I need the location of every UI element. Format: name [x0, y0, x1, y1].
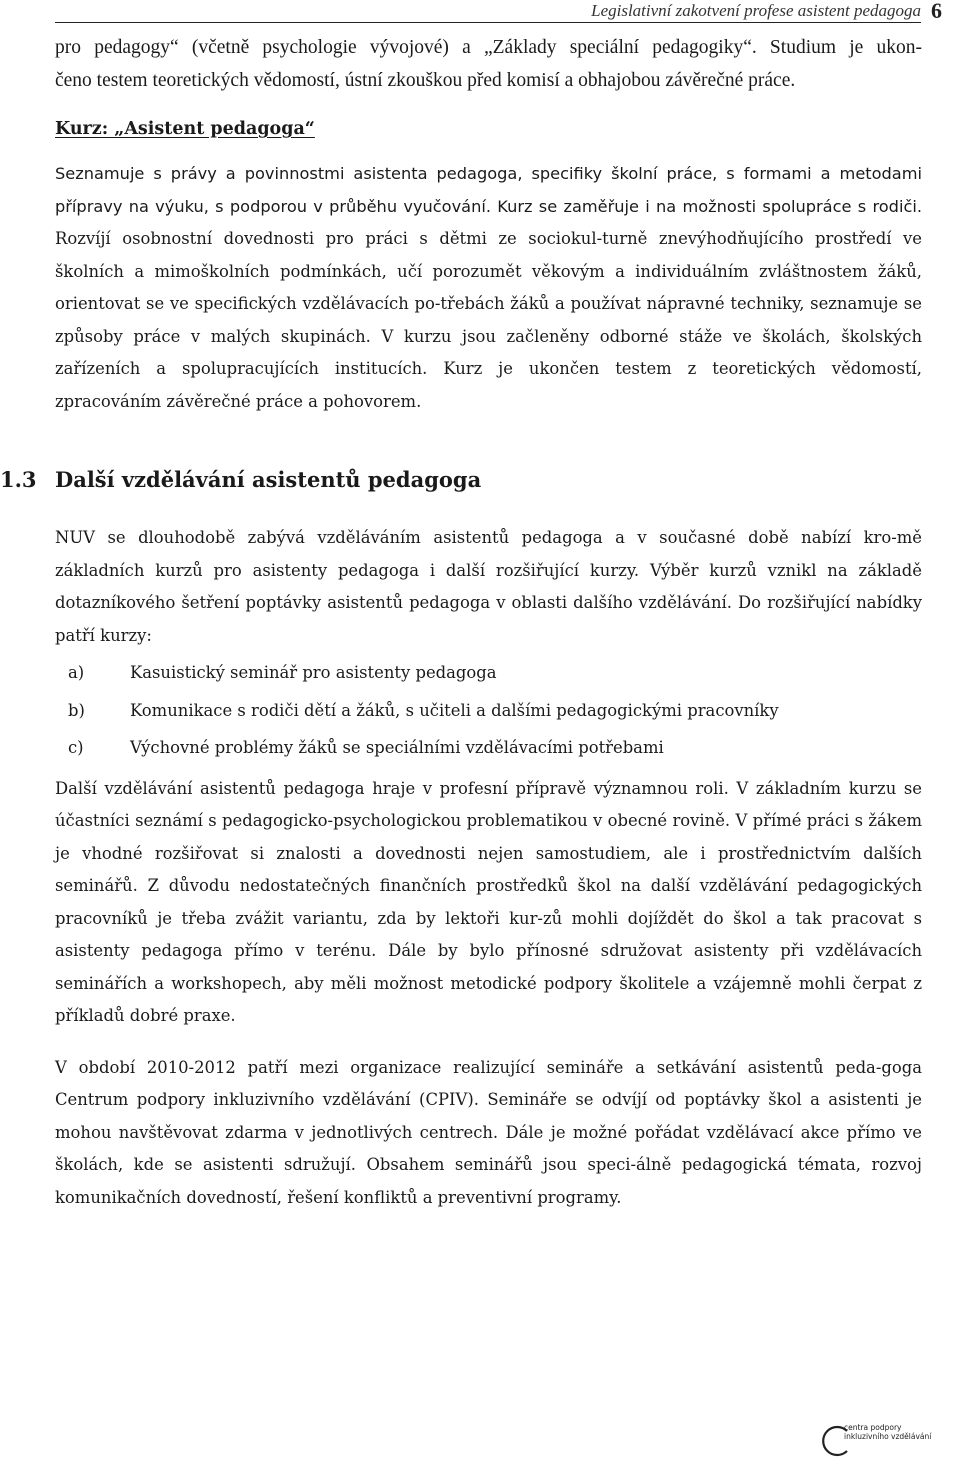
- course-description-part1: Seznamuje s právy a povinnostmi asistenta pedagoga, specifiky školní práce, s formami a metodami přípravy na výuku, s podporou v průběhu vyučování. Kurz se zaměřuje i na možnosti spolupráce s rodiči.: [55, 164, 922, 216]
- section-title: Další vzdělávání asistentů pedagoga: [55, 467, 482, 492]
- cpiv-logo: [820, 1422, 930, 1462]
- list-item-text: Kasuistický seminář pro asistenty pedagoga: [130, 663, 497, 682]
- section-heading: [0, 458, 922, 502]
- course-description-part2: Rozvíjí osobnostní dovednosti pro práci s dětmi ze sociokul-turně znevýhodňujícího prostředí ve školních a mimoškolních podmínkách, učí porozumět věkovým a individuálním zvláštnostem žáků, orientovat se ve specifických vzdělávacích po-třebách žáků a používat nápravné techniky, seznamuje se způsoby práce v malých skupinách. V kurzu jsou začleněny odborné stáže ve školách, školských zařízeních a spolupracujících institucích. Kurz je ukončen testem z teoretických vědomostí, zpracováním závěrečné práce a pohovorem.: [55, 229, 922, 411]
- course-list: [55, 654, 922, 767]
- logo-line-1: centra podpory: [844, 1423, 902, 1432]
- logo-text: [844, 1424, 931, 1441]
- list-marker: a): [68, 663, 85, 682]
- intro-line-2: čeno testem teoretických vědomostí, ústní zkouškou před komisí a obhajobou závěrečné práce.: [55, 69, 796, 91]
- section-paragraph-2: Další vzdělávání asistentů pedagoga hraje v profesní přípravě významnou roli. V základním kurzu se účastníci seznámí s pedagogicko-psychologickou problematikou v obecné rovině. V přímé práci s žákem je vhodné rozšiřovat si znalosti a dovednosti nejen samostudiem, ale i prostřednictvím dalších seminářů. Z důvodu nedostatečných finančních prostředků škol na další vzdělávání pedagogických pracovníků je třeba zvážit variantu, zda by lektoři kur-zů mohli dojíždět do škol a tak pracovat s asistenty pedagoga přímo v terénu. Dále by bylo přínosné sdružovat asistenty při vzdělávacích seminářích a workshopech, aby měli možnost metodické podpory školitele a vzájemně mohli čerpat z příkladů dobré praxe.: [55, 778, 922, 1025]
- intro-line-1: pro pedagogy“ (včetně psychologie vývojové) a „Základy speciální pedagogiky“. Studium je ukon-: [55, 37, 922, 58]
- list-item: [55, 692, 922, 730]
- page-content: [0, 32, 922, 1214]
- intro-paragraph: [55, 32, 922, 97]
- course-heading: Kurz: „Asistent pedagoga“: [55, 119, 315, 139]
- section-paragraph-3: V období 2010-2012 patří mezi organizace realizující semináře a setkávání asistentů peda-goga Centrum podpory inkluzivního vzdělávání (CPIV). Semináře se odvíjí od poptávky škol a asistenti je mohou navštěvovat zdarma v jednotlivých centrech. Dále je možné pořádat vzdělávací akce přímo ve školách, kde se asistenti sdružují. Obsahem seminářů jsou speci-álně pedagogická témata, rozvoj komunikačních dovedností, řešení konfliktů a preventivní programy.: [55, 1057, 922, 1207]
- list-marker: b): [68, 700, 85, 720]
- course-description: [55, 158, 922, 418]
- paragraph-gap: [55, 1033, 922, 1052]
- section-intro-paragraph: NUV se dlouhodobě zabývá vzděláváním asistentů pedagoga a v současné době nabízí kro-mě základních kurzů pro asistenty pedagoga i další rozšiřující kurzy. Výběr kurzů vznikl na základě dotazníkového šetření poptávky asistentů pedagoga v oblasti dalšího vzdělávání. Do rozšiřující nabídky patří kurzy:: [55, 528, 922, 645]
- header-title: Legislativní zakotvení profese asistent pedagoga: [591, 1, 921, 20]
- logo-line-2: inkluzivního vzdělávání: [844, 1431, 932, 1441]
- list-item-text: Výchovné problémy žáků se speciálními vzdělávacími potřebami: [130, 738, 664, 757]
- list-item: [55, 654, 922, 692]
- page-number: 6: [931, 0, 942, 23]
- list-marker: c): [68, 738, 84, 757]
- section-number: 1.3: [0, 467, 37, 492]
- list-item-text: Komunikace s rodiči dětí a žáků, s učiteli a dalšími pedagogickými pracovníky: [130, 700, 779, 720]
- running-header: [55, 0, 921, 23]
- list-item: [55, 729, 922, 767]
